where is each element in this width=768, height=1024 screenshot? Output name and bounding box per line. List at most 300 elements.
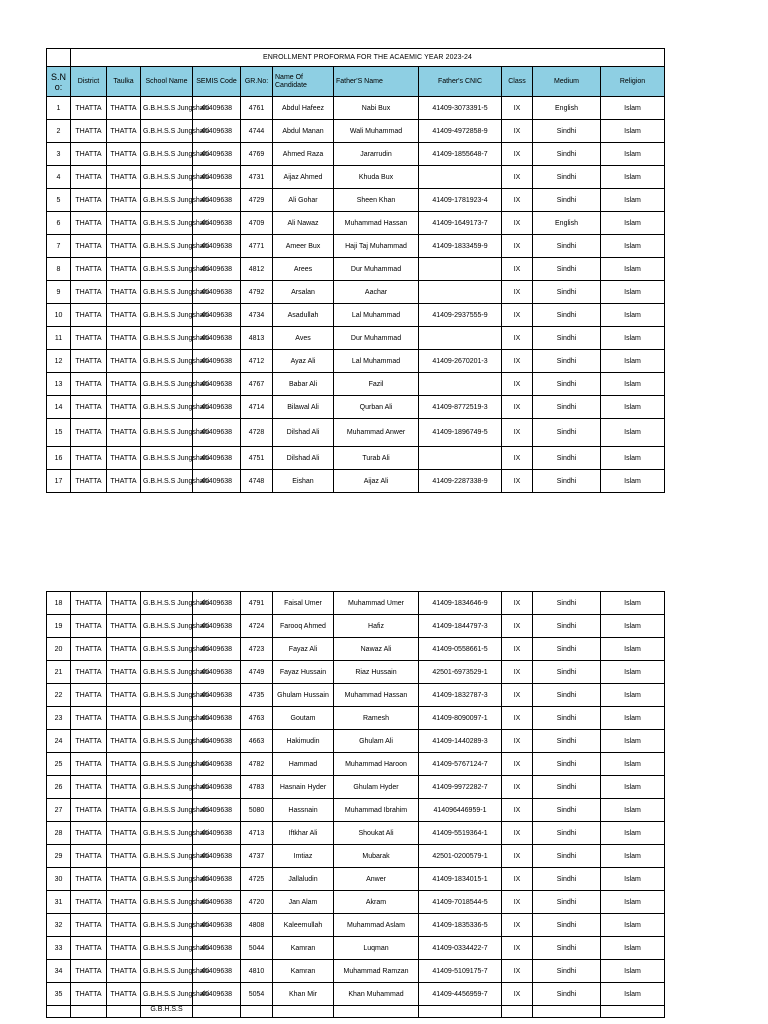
cell-candidate-name: Kamran	[273, 937, 334, 960]
cell-school: G.B.H.S.S Jungshahi	[141, 799, 193, 822]
table-row	[47, 730, 665, 753]
cell-father-cnic: 41409-8090097-1	[419, 707, 502, 730]
table-row	[47, 615, 665, 638]
col-header-father: Father'S Name	[334, 67, 419, 97]
table-row	[47, 822, 665, 845]
cell-class: IX	[502, 97, 533, 120]
cell-father-cnic: 41409-0334422-7	[419, 937, 502, 960]
column-header-row	[47, 67, 665, 97]
cell-gr-no: 4791	[241, 592, 273, 615]
cell-gr-no: 4751	[241, 447, 273, 470]
cell-gr-no: 4808	[241, 914, 273, 937]
cell-gr-no: 4813	[241, 327, 273, 350]
cell-class: IX	[502, 258, 533, 281]
cell-school: G.B.H.S.S Jungshahi	[141, 258, 193, 281]
cell-father-name: Wali Muhammad	[334, 120, 419, 143]
col-header-class: Class	[502, 67, 533, 97]
cell-semis: 40409638	[193, 983, 241, 1006]
cell-medium: Sindhi	[533, 615, 601, 638]
cell-candidate-name: Arees	[273, 258, 334, 281]
cell-religion: Islam	[601, 166, 665, 189]
cell-sno: 25	[47, 753, 71, 776]
cell-medium: Sindhi	[533, 470, 601, 493]
cell-medium: Sindhi	[533, 707, 601, 730]
cell-district: THATTA	[71, 212, 107, 235]
cell-candidate-name: Hammad	[273, 753, 334, 776]
table-row	[47, 937, 665, 960]
cell-candidate-name: Dilshad Ali	[273, 419, 334, 447]
cell-sno: 6	[47, 212, 71, 235]
cell-class: IX	[502, 166, 533, 189]
cell-religion: Islam	[601, 592, 665, 615]
cell-sno: 10	[47, 304, 71, 327]
cell-father-name: Muhammad Umer	[334, 592, 419, 615]
cell-father-name	[334, 1006, 419, 1018]
cell-candidate-name: Arsalan	[273, 281, 334, 304]
cell-sno: 16	[47, 447, 71, 470]
cell-semis: 40409638	[193, 235, 241, 258]
cell-semis: 40409638	[193, 143, 241, 166]
cell-sno: 19	[47, 615, 71, 638]
cell-medium: Sindhi	[533, 960, 601, 983]
cell-candidate-name: Dilshad Ali	[273, 447, 334, 470]
cell-school: G.B.H.S.S Jungshahi	[141, 97, 193, 120]
cell-father-cnic: 41409-1855648-7	[419, 143, 502, 166]
table-row	[47, 983, 665, 1006]
cell-medium: Sindhi	[533, 753, 601, 776]
cell-district: THATTA	[71, 937, 107, 960]
cell-father-cnic	[419, 373, 502, 396]
cell-class: IX	[502, 212, 533, 235]
col-header-religion: Religion	[601, 67, 665, 97]
cell-semis: 40409638	[193, 396, 241, 419]
cell-gr-no: 4810	[241, 960, 273, 983]
cell-father-name: Shoukat Ali	[334, 822, 419, 845]
cell-gr-no: 4709	[241, 212, 273, 235]
cell-medium: Sindhi	[533, 304, 601, 327]
cell-medium: Sindhi	[533, 350, 601, 373]
cell-medium: Sindhi	[533, 891, 601, 914]
cell-school: G.B.H.S.S Jungshahi	[141, 661, 193, 684]
table-row	[47, 776, 665, 799]
cell-sno: 34	[47, 960, 71, 983]
col-header-school: School Name	[141, 67, 193, 97]
cell-father-cnic	[419, 258, 502, 281]
cell-district: THATTA	[71, 753, 107, 776]
cell-district: THATTA	[71, 373, 107, 396]
table-row	[47, 373, 665, 396]
cell-father-cnic: 41409-5519364-1	[419, 822, 502, 845]
cell-school: G.B.H.S.S Jungshahi	[141, 914, 193, 937]
table-row	[47, 120, 665, 143]
cell-school: G.B.H.S.S Jungshahi	[141, 615, 193, 638]
cell-taluka: THATTA	[107, 396, 141, 419]
cell-religion: Islam	[601, 822, 665, 845]
table-row	[47, 799, 665, 822]
cell-medium: Sindhi	[533, 661, 601, 684]
cell-candidate-name: Farooq Ahmed	[273, 615, 334, 638]
cell-candidate-name: Iftkhar Ali	[273, 822, 334, 845]
cell-taluka: THATTA	[107, 470, 141, 493]
cell-religion: Islam	[601, 120, 665, 143]
cell-father-cnic: 41409-1896749-5	[419, 419, 502, 447]
table-row	[47, 396, 665, 419]
cell-father-cnic: 41409-2287338-9	[419, 470, 502, 493]
cell-religion: Islam	[601, 960, 665, 983]
table-row	[47, 592, 665, 615]
table-body-page-1	[47, 97, 665, 493]
cell-father-name: Turab Ali	[334, 447, 419, 470]
cell-school: G.B.H.S.S Jungshahi	[141, 638, 193, 661]
cell-district: THATTA	[71, 419, 107, 447]
cell-candidate-name: Jan Alam	[273, 891, 334, 914]
cell-taluka: THATTA	[107, 615, 141, 638]
cell-district: THATTA	[71, 470, 107, 493]
cell-taluka: THATTA	[107, 937, 141, 960]
cell-candidate-name	[273, 1006, 334, 1018]
cell-medium: Sindhi	[533, 845, 601, 868]
cell-district: THATTA	[71, 235, 107, 258]
cell-school: G.B.H.S.S Jungshahi	[141, 350, 193, 373]
cell-father-name: Muhammad Aslam	[334, 914, 419, 937]
cell-candidate-name: Goutam	[273, 707, 334, 730]
cell-district: THATTA	[71, 396, 107, 419]
cell-taluka: THATTA	[107, 189, 141, 212]
enrollment-table-page-2	[46, 591, 665, 1018]
cell-class: IX	[502, 592, 533, 615]
cell-taluka: THATTA	[107, 799, 141, 822]
cell-school: G.B.H.S.S Jungshahi	[141, 960, 193, 983]
table-row	[47, 143, 665, 166]
table-row	[47, 960, 665, 983]
cell-father-name: Hafiz	[334, 615, 419, 638]
cell-class: IX	[502, 396, 533, 419]
cell-semis: 40409638	[193, 350, 241, 373]
cell-father-name: Luqman	[334, 937, 419, 960]
cell-religion	[601, 1006, 665, 1018]
cell-gr-no: 4761	[241, 97, 273, 120]
cell-semis: 40409638	[193, 327, 241, 350]
cell-district: THATTA	[71, 327, 107, 350]
col-header-cnic: Father's CNIC	[419, 67, 502, 97]
cell-father-cnic	[419, 447, 502, 470]
cell-father-name: Ghulam Ali	[334, 730, 419, 753]
cell-medium: Sindhi	[533, 684, 601, 707]
cell-class: IX	[502, 143, 533, 166]
cell-medium: Sindhi	[533, 258, 601, 281]
cell-taluka: THATTA	[107, 891, 141, 914]
cell-semis: 40409638	[193, 189, 241, 212]
cell-religion: Islam	[601, 396, 665, 419]
table-row	[47, 419, 665, 447]
cell-candidate-name: Eishan	[273, 470, 334, 493]
cell-father-name: Muhammad Hassan	[334, 212, 419, 235]
cell-semis: 40409638	[193, 684, 241, 707]
cell-candidate-name: Hassnain	[273, 799, 334, 822]
cell-candidate-name: Faisal Umer	[273, 592, 334, 615]
cell-gr-no: 4767	[241, 373, 273, 396]
cell-father-name: Khan Muhammad	[334, 983, 419, 1006]
cell-semis: 40409638	[193, 799, 241, 822]
cell-district: THATTA	[71, 868, 107, 891]
cell-class: IX	[502, 120, 533, 143]
cell-school: G.B.H.S.S Jungshahi	[141, 373, 193, 396]
cell-school: G.B.H.S.S Jungshahi	[141, 707, 193, 730]
table-row	[47, 350, 665, 373]
title-row	[47, 49, 665, 67]
cell-school: G.B.H.S.S Jungshahi	[141, 143, 193, 166]
cell-taluka: THATTA	[107, 120, 141, 143]
cell-gr-no	[241, 1006, 273, 1018]
cell-father-cnic	[419, 281, 502, 304]
cell-district: THATTA	[71, 447, 107, 470]
cell-school: G.B.H.S.S Jungshahi	[141, 212, 193, 235]
cell-father-cnic: 41409-9972282-7	[419, 776, 502, 799]
cell-father-cnic: 414096446959-1	[419, 799, 502, 822]
cell-semis: 40409638	[193, 822, 241, 845]
cell-semis: 40409638	[193, 891, 241, 914]
cell-gr-no: 4792	[241, 281, 273, 304]
cell-sno: 20	[47, 638, 71, 661]
cell-district: THATTA	[71, 281, 107, 304]
cell-religion: Islam	[601, 615, 665, 638]
cell-class: IX	[502, 868, 533, 891]
col-header-taluka: Taulka	[107, 67, 141, 97]
cell-gr-no: 4713	[241, 822, 273, 845]
cell-father-cnic: 41409-1781923-4	[419, 189, 502, 212]
cell-father-name: Mubarak	[334, 845, 419, 868]
cell-gr-no: 4737	[241, 845, 273, 868]
cell-sno: 13	[47, 373, 71, 396]
cell-district: THATTA	[71, 914, 107, 937]
cell-gr-no: 4771	[241, 235, 273, 258]
cell-class: IX	[502, 350, 533, 373]
cell-candidate-name: Babar Ali	[273, 373, 334, 396]
cell-semis	[193, 1006, 241, 1018]
cell-class: IX	[502, 914, 533, 937]
cell-religion: Islam	[601, 891, 665, 914]
table-row	[47, 304, 665, 327]
cell-religion: Islam	[601, 868, 665, 891]
cell-medium: Sindhi	[533, 166, 601, 189]
cell-religion: Islam	[601, 143, 665, 166]
cell-taluka: THATTA	[107, 960, 141, 983]
table-row	[47, 212, 665, 235]
table-row	[47, 235, 665, 258]
sheet-title: ENROLLMENT PROFORMA FOR THE ACAEMIC YEAR 2023-24	[71, 49, 665, 67]
table-row	[47, 868, 665, 891]
cell-sno: 18	[47, 592, 71, 615]
cell-taluka: THATTA	[107, 212, 141, 235]
cell-taluka: THATTA	[107, 304, 141, 327]
cell-religion: Islam	[601, 447, 665, 470]
cell-religion: Islam	[601, 661, 665, 684]
cell-father-name: Aachar	[334, 281, 419, 304]
cell-candidate-name: Bilawal Ali	[273, 396, 334, 419]
cell-father-cnic: 41409-8772519-3	[419, 396, 502, 419]
cell-medium: Sindhi	[533, 638, 601, 661]
title-spacer-cell	[47, 49, 71, 67]
cell-candidate-name: Asadullah	[273, 304, 334, 327]
cell-semis: 40409638	[193, 281, 241, 304]
cell-father-cnic: 42501-0200579-1	[419, 845, 502, 868]
table-row-partial	[47, 1006, 665, 1018]
cell-father-name: Aijaz Ali	[334, 470, 419, 493]
table-row	[47, 891, 665, 914]
cell-taluka: THATTA	[107, 281, 141, 304]
cell-medium: Sindhi	[533, 419, 601, 447]
cell-taluka: THATTA	[107, 684, 141, 707]
cell-school: G.B.H.S.S	[141, 1006, 193, 1018]
cell-medium: Sindhi	[533, 983, 601, 1006]
cell-sno: 35	[47, 983, 71, 1006]
cell-class: IX	[502, 189, 533, 212]
cell-taluka: THATTA	[107, 776, 141, 799]
cell-semis: 40409638	[193, 661, 241, 684]
cell-father-name: Akram	[334, 891, 419, 914]
cell-district: THATTA	[71, 258, 107, 281]
cell-father-name: Nawaz Ali	[334, 638, 419, 661]
cell-medium: English	[533, 212, 601, 235]
cell-school: G.B.H.S.S Jungshahi	[141, 470, 193, 493]
cell-religion: Islam	[601, 327, 665, 350]
cell-semis: 40409638	[193, 615, 241, 638]
cell-religion: Islam	[601, 638, 665, 661]
cell-candidate-name: Fayaz Hussain	[273, 661, 334, 684]
cell-gr-no: 4744	[241, 120, 273, 143]
cell-father-name: Haji Taj Muhammad	[334, 235, 419, 258]
cell-candidate-name: Hasnain Hyder	[273, 776, 334, 799]
cell-school: G.B.H.S.S Jungshahi	[141, 753, 193, 776]
cell-gr-no: 4724	[241, 615, 273, 638]
cell-sno: 26	[47, 776, 71, 799]
cell-candidate-name: Jallaludin	[273, 868, 334, 891]
cell-sno: 32	[47, 914, 71, 937]
cell-semis: 40409638	[193, 373, 241, 396]
table-row	[47, 189, 665, 212]
cell-taluka: THATTA	[107, 592, 141, 615]
col-header-sno: S.N o:	[47, 67, 71, 97]
cell-district: THATTA	[71, 983, 107, 1006]
cell-father-cnic	[419, 166, 502, 189]
cell-district	[71, 1006, 107, 1018]
cell-father-cnic: 41409-2670201-3	[419, 350, 502, 373]
cell-gr-no: 4769	[241, 143, 273, 166]
cell-semis: 40409638	[193, 304, 241, 327]
cell-religion: Islam	[601, 753, 665, 776]
cell-class: IX	[502, 799, 533, 822]
cell-candidate-name: Ayaz Ali	[273, 350, 334, 373]
cell-medium	[533, 1006, 601, 1018]
cell-class: IX	[502, 983, 533, 1006]
cell-father-cnic: 42501-6973529-1	[419, 661, 502, 684]
cell-sno: 11	[47, 327, 71, 350]
cell-district: THATTA	[71, 166, 107, 189]
cell-taluka: THATTA	[107, 753, 141, 776]
cell-religion: Islam	[601, 776, 665, 799]
cell-school: G.B.H.S.S Jungshahi	[141, 845, 193, 868]
cell-sno: 14	[47, 396, 71, 419]
cell-religion: Islam	[601, 97, 665, 120]
cell-religion: Islam	[601, 684, 665, 707]
cell-medium: Sindhi	[533, 447, 601, 470]
cell-candidate-name: Imtiaz	[273, 845, 334, 868]
cell-candidate-name: Abdul Manan	[273, 120, 334, 143]
cell-candidate-name: Ameer Bux	[273, 235, 334, 258]
cell-sno: 4	[47, 166, 71, 189]
cell-religion: Islam	[601, 983, 665, 1006]
cell-medium: Sindhi	[533, 868, 601, 891]
cell-religion: Islam	[601, 281, 665, 304]
cell-school: G.B.H.S.S Jungshahi	[141, 592, 193, 615]
cell-candidate-name: Hakimudin	[273, 730, 334, 753]
cell-district: THATTA	[71, 189, 107, 212]
cell-sno: 33	[47, 937, 71, 960]
cell-father-cnic: 41409-7018544-5	[419, 891, 502, 914]
cell-class: IX	[502, 684, 533, 707]
cell-taluka: THATTA	[107, 419, 141, 447]
cell-sno: 9	[47, 281, 71, 304]
table-row	[47, 470, 665, 493]
cell-father-name: Lal Muhammad	[334, 304, 419, 327]
cell-sno	[47, 1006, 71, 1018]
cell-gr-no: 5080	[241, 799, 273, 822]
cell-father-cnic: 41409-1835336-5	[419, 914, 502, 937]
cell-gr-no: 4663	[241, 730, 273, 753]
cell-father-name: Nabi Bux	[334, 97, 419, 120]
cell-father-name: Anwer	[334, 868, 419, 891]
cell-class: IX	[502, 661, 533, 684]
cell-father-cnic: 41409-1832787-3	[419, 684, 502, 707]
cell-district: THATTA	[71, 684, 107, 707]
cell-medium: Sindhi	[533, 799, 601, 822]
cell-father-name: Fazil	[334, 373, 419, 396]
cell-sno: 2	[47, 120, 71, 143]
cell-religion: Islam	[601, 730, 665, 753]
cell-candidate-name: Aijaz Ahmed	[273, 166, 334, 189]
cell-school: G.B.H.S.S Jungshahi	[141, 166, 193, 189]
cell-gr-no: 4723	[241, 638, 273, 661]
cell-father-cnic: 41409-4456959-7	[419, 983, 502, 1006]
cell-father-cnic	[419, 327, 502, 350]
cell-class: IX	[502, 730, 533, 753]
cell-gr-no: 4729	[241, 189, 273, 212]
table-row	[47, 166, 665, 189]
cell-semis: 40409638	[193, 730, 241, 753]
cell-medium: Sindhi	[533, 189, 601, 212]
cell-medium: Sindhi	[533, 937, 601, 960]
cell-religion: Islam	[601, 304, 665, 327]
cell-taluka: THATTA	[107, 822, 141, 845]
cell-candidate-name: Khan Mir	[273, 983, 334, 1006]
cell-taluka: THATTA	[107, 447, 141, 470]
cell-taluka: THATTA	[107, 707, 141, 730]
cell-father-name: Muhammad Haroon	[334, 753, 419, 776]
cell-school: G.B.H.S.S Jungshahi	[141, 730, 193, 753]
cell-sno: 12	[47, 350, 71, 373]
cell-district: THATTA	[71, 661, 107, 684]
cell-medium: Sindhi	[533, 143, 601, 166]
cell-semis: 40409638	[193, 868, 241, 891]
cell-school: G.B.H.S.S Jungshahi	[141, 447, 193, 470]
cell-gr-no: 4783	[241, 776, 273, 799]
cell-taluka: THATTA	[107, 350, 141, 373]
cell-father-name: Muhammad Ibrahim	[334, 799, 419, 822]
cell-father-name: Sheen Khan	[334, 189, 419, 212]
cell-candidate-name: Kaleemullah	[273, 914, 334, 937]
cell-father-cnic: 41409-1649173-7	[419, 212, 502, 235]
cell-religion: Islam	[601, 470, 665, 493]
